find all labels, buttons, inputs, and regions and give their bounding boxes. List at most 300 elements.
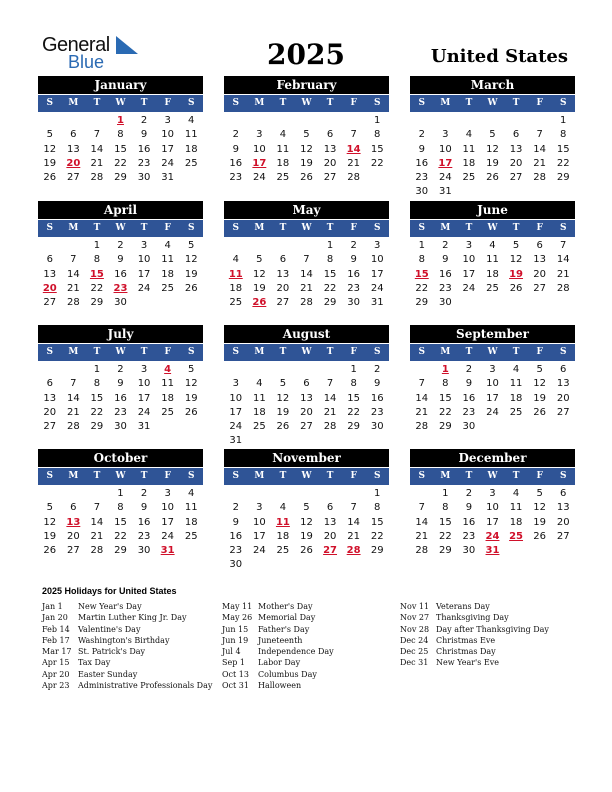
- day-cell: 4: [164, 240, 171, 251]
- day-cell: 9: [465, 502, 473, 514]
- day-cell: 20: [43, 406, 57, 418]
- weekday-label: S: [559, 98, 567, 108]
- day-cell: 8: [350, 378, 357, 390]
- day-cell: 27: [556, 406, 570, 418]
- weekday-label: T: [93, 471, 101, 481]
- empty-cell: [224, 363, 248, 377]
- holiday-row: [222, 680, 334, 691]
- weekday-label: W: [487, 98, 498, 108]
- days-grid: [224, 114, 389, 185]
- empty-cell: [38, 363, 62, 377]
- day-cell: 6: [46, 378, 53, 390]
- day-cell: 2: [418, 129, 425, 141]
- day-cell: 12: [300, 516, 313, 528]
- day-cell: 1: [93, 240, 101, 251]
- day-cell: 21: [66, 282, 80, 294]
- day-cell: 25: [184, 157, 198, 169]
- weekday-label: F: [164, 98, 171, 108]
- day-cell: 2: [117, 364, 124, 375]
- day-cell: 25: [462, 172, 476, 184]
- day-cell: 28: [66, 421, 80, 433]
- month-title: January: [38, 76, 203, 94]
- day-cell: 25: [276, 545, 290, 557]
- day-cell: 28: [300, 297, 313, 309]
- holiday-day-cell: 28: [346, 545, 361, 557]
- day-cell: 15: [90, 392, 104, 404]
- days-grid: [224, 239, 389, 310]
- day-cell: 29: [556, 172, 570, 184]
- day-cell: 10: [370, 254, 384, 266]
- day-cell: 26: [533, 406, 546, 418]
- holiday-day-cell: 4: [164, 364, 172, 375]
- empty-cell: [224, 239, 248, 253]
- day-cell: 13: [323, 143, 337, 155]
- day-cell: 8: [93, 378, 101, 390]
- day-cell: 25: [184, 530, 198, 542]
- day-cell: 19: [300, 530, 313, 542]
- day-cell: 14: [90, 143, 104, 155]
- weekday-label: W: [487, 223, 498, 233]
- day-cell: 7: [70, 378, 77, 390]
- day-cell: 30: [137, 545, 151, 557]
- day-cell: 20: [66, 530, 80, 542]
- holiday-date: Jan 1: [42, 602, 63, 611]
- day-cell: 6: [46, 254, 53, 266]
- holidays-title: 2025 Holidays for United States: [42, 586, 177, 596]
- day-cell: 22: [370, 530, 384, 542]
- month-january: [38, 76, 203, 185]
- holiday-day-cell: 24: [485, 530, 500, 542]
- weekday-label: T: [465, 347, 473, 357]
- day-cell: 3: [489, 488, 496, 499]
- month-title: November: [224, 449, 389, 467]
- day-cell: 6: [512, 129, 520, 141]
- weekday-label: M: [440, 471, 451, 481]
- logo-general-text: General: [42, 34, 110, 56]
- day-cell: 1: [350, 364, 357, 375]
- day-cell: 13: [323, 516, 337, 528]
- day-cell: 17: [370, 268, 384, 280]
- day-cell: 19: [533, 516, 546, 528]
- day-cell: 31: [438, 186, 452, 198]
- holiday-day-cell: 26: [252, 297, 267, 309]
- day-cell: 29: [438, 545, 452, 557]
- day-cell: 22: [415, 282, 429, 294]
- weekday-label: W: [301, 347, 312, 357]
- day-cell: 17: [486, 392, 499, 404]
- days-grid: [410, 114, 575, 200]
- day-cell: 16: [114, 268, 127, 280]
- weekday-label: S: [187, 98, 195, 108]
- weekday-label: T: [140, 98, 148, 108]
- day-cell: 9: [117, 378, 124, 390]
- day-cell: 27: [43, 421, 57, 433]
- day-cell: 19: [184, 392, 198, 404]
- day-cell: 26: [184, 282, 198, 294]
- day-cell: 4: [279, 129, 287, 141]
- day-cell: 10: [161, 129, 174, 141]
- day-cell: 4: [188, 488, 195, 499]
- day-cell: 31: [370, 297, 384, 309]
- day-cell: 20: [509, 157, 523, 169]
- day-cell: 24: [370, 282, 384, 294]
- weekday-label: S: [418, 223, 426, 233]
- empty-cell: [38, 239, 62, 253]
- day-cell: 29: [114, 545, 127, 557]
- weekday-label: T: [326, 98, 334, 108]
- day-cell: 2: [232, 129, 239, 141]
- day-cell: 7: [93, 502, 101, 514]
- day-cell: 9: [374, 378, 381, 390]
- day-cell: 1: [442, 488, 449, 499]
- day-cell: 22: [370, 157, 384, 169]
- day-cell: 28: [66, 297, 80, 309]
- days-grid: [38, 239, 203, 310]
- day-cell: 7: [418, 378, 425, 390]
- day-cell: 30: [347, 297, 360, 309]
- day-cell: 19: [486, 157, 499, 169]
- day-cell: 12: [533, 502, 546, 514]
- weekday-header: [38, 344, 203, 361]
- day-cell: 10: [137, 254, 151, 266]
- day-cell: 28: [347, 172, 360, 184]
- weekday-label: S: [187, 347, 195, 357]
- day-cell: 16: [229, 530, 243, 542]
- weekday-label: S: [559, 347, 567, 357]
- day-cell: 18: [509, 516, 523, 528]
- holiday-name: Administrative Professionals Day: [78, 681, 213, 691]
- day-cell: 23: [462, 530, 476, 542]
- day-cell: 28: [323, 421, 337, 433]
- day-cell: 8: [442, 502, 449, 514]
- day-cell: 2: [465, 364, 473, 375]
- day-cell: 15: [114, 516, 127, 528]
- day-cell: 14: [323, 392, 337, 404]
- weekday-label: F: [350, 347, 357, 357]
- weekday-label: M: [440, 98, 451, 108]
- weekday-label: S: [373, 347, 381, 357]
- day-cell: 25: [276, 172, 290, 184]
- weekday-label: S: [232, 471, 240, 481]
- day-cell: 16: [438, 268, 452, 280]
- weekday-label: T: [93, 347, 101, 357]
- day-cell: 12: [486, 143, 499, 155]
- empty-cell: [318, 114, 342, 128]
- day-cell: 9: [117, 254, 124, 266]
- weekday-label: M: [440, 223, 451, 233]
- day-cell: 13: [556, 378, 570, 390]
- day-cell: 29: [370, 545, 384, 557]
- month-title: February: [224, 76, 389, 94]
- weekday-label: F: [350, 98, 357, 108]
- day-cell: 30: [137, 172, 151, 184]
- day-cell: 22: [347, 406, 360, 418]
- weekday-label: F: [164, 471, 171, 481]
- day-cell: 18: [184, 143, 198, 155]
- empty-cell: [62, 239, 86, 253]
- day-cell: 3: [256, 129, 263, 141]
- month-february: [224, 76, 389, 185]
- weekday-label: M: [254, 223, 265, 233]
- day-cell: 16: [137, 516, 151, 528]
- day-cell: 19: [43, 157, 57, 169]
- holiday-date: Dec 31: [400, 658, 429, 668]
- holiday-row: [42, 646, 212, 657]
- day-cell: 3: [232, 378, 239, 390]
- day-cell: 12: [184, 254, 198, 266]
- day-cell: 14: [347, 516, 360, 528]
- holiday-name: Memorial Day: [258, 613, 316, 623]
- holiday-row: [400, 646, 549, 657]
- weekday-label: T: [512, 98, 520, 108]
- day-cell: 24: [137, 406, 151, 418]
- empty-cell: [318, 363, 342, 377]
- day-cell: 27: [43, 297, 57, 309]
- day-cell: 7: [70, 254, 77, 266]
- day-cell: 21: [90, 530, 104, 542]
- day-cell: 12: [43, 516, 57, 528]
- day-cell: 13: [556, 502, 570, 514]
- day-cell: 8: [117, 129, 124, 141]
- day-cell: 20: [276, 282, 290, 294]
- weekday-label: T: [465, 98, 473, 108]
- day-cell: 6: [70, 129, 77, 141]
- day-cell: 29: [114, 172, 127, 184]
- weekday-label: T: [93, 223, 101, 233]
- day-cell: 25: [161, 282, 174, 294]
- empty-cell: [481, 114, 505, 128]
- month-october: [38, 449, 203, 558]
- month-september: [410, 325, 575, 434]
- weekday-label: T: [140, 347, 148, 357]
- empty-cell: [38, 114, 62, 128]
- weekday-label: S: [46, 471, 54, 481]
- day-cell: 5: [46, 129, 53, 141]
- day-cell: 21: [415, 406, 429, 418]
- weekday-label: W: [301, 223, 312, 233]
- day-cell: 23: [347, 282, 360, 294]
- holiday-row: [400, 624, 549, 635]
- day-cell: 28: [90, 172, 104, 184]
- weekday-label: M: [68, 223, 79, 233]
- day-cell: 11: [276, 143, 290, 155]
- day-cell: 12: [43, 143, 57, 155]
- day-cell: 27: [300, 421, 313, 433]
- weekday-label: S: [187, 223, 195, 233]
- day-cell: 22: [90, 282, 104, 294]
- weekday-header: [224, 220, 389, 237]
- weekday-label: T: [279, 471, 287, 481]
- days-grid: [410, 487, 575, 558]
- day-cell: 22: [90, 406, 104, 418]
- day-cell: 23: [438, 282, 452, 294]
- day-cell: 5: [536, 488, 543, 499]
- day-cell: 27: [66, 172, 80, 184]
- holiday-row: [222, 624, 334, 635]
- day-cell: 24: [438, 172, 452, 184]
- day-cell: 11: [509, 502, 523, 514]
- month-title: September: [410, 325, 575, 343]
- day-cell: 19: [252, 282, 266, 294]
- empty-cell: [224, 487, 248, 501]
- day-cell: 17: [229, 406, 243, 418]
- day-cell: 10: [486, 502, 499, 514]
- weekday-label: M: [68, 471, 79, 481]
- weekday-label: F: [536, 347, 543, 357]
- holiday-day-cell: 31: [485, 545, 500, 557]
- day-cell: 16: [114, 392, 127, 404]
- day-cell: 16: [415, 157, 429, 169]
- weekday-header: [410, 344, 575, 361]
- weekday-label: T: [279, 98, 287, 108]
- holiday-name: Valentine's Day: [78, 624, 141, 634]
- weekday-label: S: [232, 347, 240, 357]
- month-june: [410, 201, 575, 310]
- holiday-name: Halloween: [258, 681, 302, 691]
- day-cell: 22: [556, 157, 570, 169]
- holiday-date: May 26: [222, 613, 253, 623]
- day-cell: 11: [161, 254, 174, 266]
- days-grid: [410, 363, 575, 434]
- day-cell: 26: [276, 421, 290, 433]
- empty-cell: [410, 363, 434, 377]
- month-july: [38, 325, 203, 434]
- day-cell: 23: [370, 406, 384, 418]
- day-cell: 8: [93, 254, 101, 266]
- day-cell: 14: [66, 392, 80, 404]
- holiday-date: Apr 15: [42, 658, 70, 668]
- day-cell: 27: [66, 545, 80, 557]
- day-cell: 9: [350, 254, 357, 266]
- day-cell: 24: [161, 157, 174, 169]
- day-cell: 22: [114, 157, 127, 169]
- day-cell: 19: [43, 530, 57, 542]
- day-cell: 8: [560, 129, 567, 141]
- day-cell: 7: [303, 254, 310, 266]
- day-cell: 17: [252, 530, 266, 542]
- empty-cell: [248, 363, 272, 377]
- day-cell: 30: [415, 186, 429, 198]
- day-cell: 21: [556, 268, 570, 280]
- day-cell: 17: [137, 268, 151, 280]
- day-cell: 20: [556, 516, 570, 528]
- day-cell: 25: [252, 421, 266, 433]
- weekday-label: S: [559, 223, 567, 233]
- holiday-column: [222, 601, 334, 691]
- empty-cell: [410, 114, 434, 128]
- day-cell: 17: [161, 143, 174, 155]
- day-cell: 18: [276, 157, 290, 169]
- empty-cell: [318, 487, 342, 501]
- day-cell: 3: [140, 240, 148, 251]
- day-cell: 23: [415, 172, 429, 184]
- holiday-date: Nov 11: [400, 602, 430, 611]
- day-cell: 14: [66, 268, 80, 280]
- days-grid: [38, 114, 203, 185]
- holiday-name: Columbus Day: [258, 669, 317, 679]
- weekday-label: T: [512, 223, 520, 233]
- empty-cell: [248, 239, 272, 253]
- day-cell: 2: [232, 502, 239, 514]
- holiday-day-cell: 17: [252, 157, 267, 169]
- day-cell: 4: [512, 364, 520, 375]
- day-cell: 15: [370, 516, 384, 528]
- month-title: October: [38, 449, 203, 467]
- day-cell: 21: [347, 157, 360, 169]
- holiday-row: [400, 601, 549, 612]
- holiday-date: Jul 4: [222, 647, 241, 657]
- weekday-label: F: [164, 223, 171, 233]
- month-title: June: [410, 201, 575, 219]
- day-cell: 19: [533, 392, 546, 404]
- day-cell: 28: [533, 172, 546, 184]
- country-title: United States: [430, 46, 568, 67]
- weekday-label: S: [559, 471, 567, 481]
- empty-cell: [295, 487, 319, 501]
- day-cell: 6: [560, 364, 567, 375]
- weekday-header: [410, 220, 575, 237]
- month-title: March: [410, 76, 575, 94]
- day-cell: 22: [114, 530, 127, 542]
- day-cell: 18: [161, 268, 174, 280]
- weekday-label: T: [465, 471, 473, 481]
- day-cell: 3: [374, 240, 381, 251]
- day-cell: 27: [556, 530, 570, 542]
- day-cell: 30: [114, 297, 127, 309]
- holiday-date: Apr 23: [42, 681, 70, 691]
- day-cell: 12: [252, 268, 266, 280]
- holiday-day-cell: 13: [66, 516, 81, 528]
- weekday-label: T: [326, 347, 334, 357]
- day-cell: 10: [161, 502, 174, 514]
- day-cell: 12: [300, 143, 313, 155]
- weekday-header: [410, 95, 575, 112]
- days-grid: [38, 487, 203, 558]
- day-cell: 6: [536, 240, 543, 251]
- day-cell: 27: [276, 297, 290, 309]
- day-cell: 6: [560, 488, 567, 499]
- day-cell: 13: [276, 268, 290, 280]
- day-cell: 25: [509, 406, 523, 418]
- weekday-label: W: [115, 471, 126, 481]
- day-cell: 26: [184, 406, 198, 418]
- days-grid: [38, 363, 203, 434]
- day-cell: 24: [161, 530, 174, 542]
- day-cell: 18: [252, 406, 266, 418]
- holiday-name: Christmas Day: [436, 647, 496, 657]
- day-cell: 31: [229, 435, 243, 447]
- day-cell: 5: [279, 378, 287, 390]
- day-cell: 15: [323, 268, 337, 280]
- holiday-name: Thanksgiving Day: [436, 613, 509, 623]
- holiday-day-cell: 11: [228, 268, 243, 280]
- weekday-label: W: [115, 223, 126, 233]
- holiday-name: Labor Day: [258, 658, 301, 668]
- day-cell: 26: [43, 545, 57, 557]
- day-cell: 14: [415, 392, 429, 404]
- weekday-label: S: [418, 347, 426, 357]
- day-cell: 2: [140, 488, 148, 499]
- day-cell: 2: [442, 240, 449, 251]
- day-cell: 15: [556, 143, 570, 155]
- day-cell: 17: [137, 392, 151, 404]
- day-cell: 31: [137, 421, 151, 433]
- day-cell: 2: [374, 364, 381, 375]
- weekday-label: T: [93, 98, 101, 108]
- day-cell: 23: [462, 406, 476, 418]
- month-march: [410, 76, 575, 200]
- holiday-row: [222, 669, 334, 680]
